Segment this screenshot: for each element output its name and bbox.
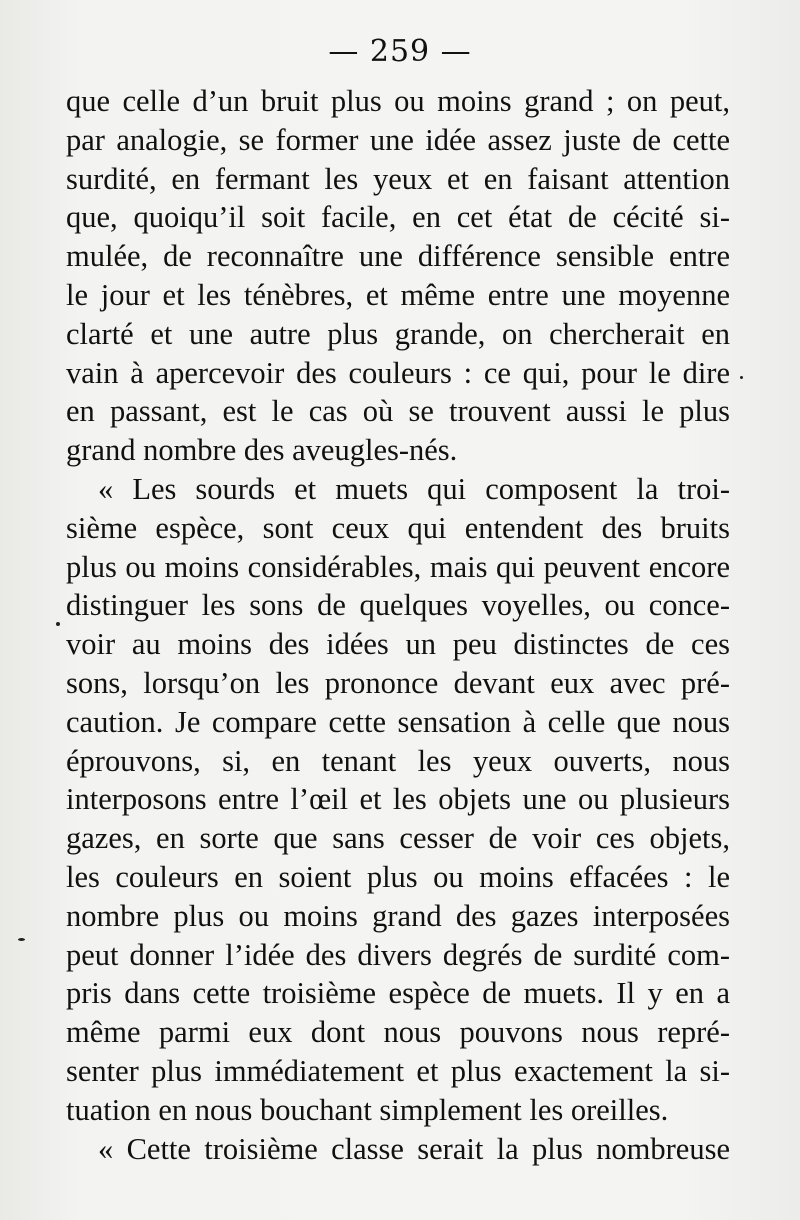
text-line: pris dans cette troisième espèce de muets. Il y en a — [66, 976, 730, 1011]
text-line: clarté et une autre plus grande, on chercherait en — [66, 316, 730, 351]
text-line: en passant, est le cas où se trouvent aussi le plus — [66, 394, 730, 429]
text-line: éprouvons, si, en tenant les yeux ouverts, nous — [66, 743, 730, 778]
print-speck — [18, 938, 25, 941]
text-line: plus ou moins considérables, mais qui peuvent encore — [66, 549, 730, 584]
print-speck — [740, 376, 743, 379]
text-line: le jour et les ténèbres, et même entre une moyenne — [66, 277, 730, 312]
text-line: nombre plus ou moins grand des gazes interposées — [66, 898, 730, 933]
text-line: peut donner l’idée des divers degrés de surdité com- — [66, 937, 730, 972]
body-text — [66, 82, 730, 1168]
paragraph-start-line: « Cette troisième classe serait la plus nombreuse — [98, 1131, 730, 1166]
text-line: que celle d’un bruit plus ou moins grand ; on peut, — [66, 84, 730, 118]
paragraph-end-line: grand nombre des aveugles-nés. — [66, 433, 458, 468]
text-line: voir au moins des idées un peu distinctes de ces — [66, 627, 730, 662]
text-line: par analogie, se former une idée assez juste de cette — [66, 122, 730, 157]
paragraph-start-line: « Les sourds et muets qui composent la troi- — [98, 471, 730, 506]
text-line: senter plus immédiatement et plus exactement la si- — [66, 1053, 730, 1088]
text-line: vain à apercevoir des couleurs : ce qui, pour le dire — [66, 355, 730, 390]
text-line: sons, lorsqu’on les prononce devant eux avec pré- — [66, 665, 730, 700]
text-line: surdité, en fermant les yeux et en faisant attention — [66, 161, 730, 196]
text-line: même parmi eux dont nous pouvons nous repré- — [66, 1015, 730, 1050]
text-line: interposons entre l’œil et les objets une ou plusieurs — [66, 782, 730, 817]
text-line: gazes, en sorte que sans cesser de voir ces objets, — [66, 821, 730, 856]
text-line: distinguer les sons de quelques voyelles, ou conce- — [66, 588, 730, 623]
paragraph-end-line: tuation en nous bouchant simplement les oreilles. — [66, 1092, 669, 1127]
text-line: les couleurs en soient plus ou moins effacées : le — [66, 859, 730, 894]
text-line: sième espèce, sont ceux qui entendent des bruits — [66, 510, 730, 545]
text-line: que, quoiqu’il soit facile, en cet état de cécité si- — [66, 200, 730, 235]
text-line: mulée, de reconnaître une différence sensible entre — [66, 239, 730, 274]
text-line: caution. Je compare cette sensation à celle que nous — [66, 704, 730, 739]
print-speck — [56, 622, 60, 626]
page-number: — 259 — — [328, 34, 472, 69]
